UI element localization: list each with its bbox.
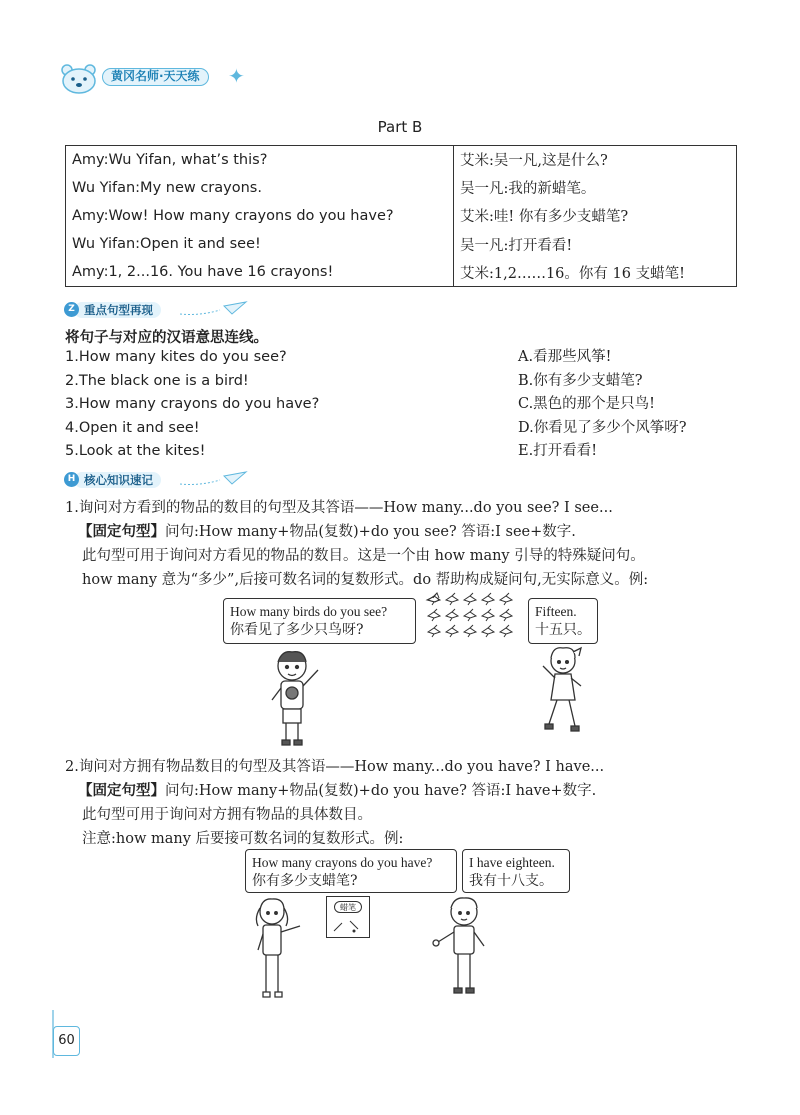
girl-waving-illustration [535, 644, 591, 744]
crayon-box-label: 蜡笔 [334, 901, 362, 913]
match-left-item: 2.The black one is a bird! [65, 372, 249, 389]
dialog-row [66, 146, 737, 174]
bubble-question-en: How many birds do you see? [230, 604, 388, 619]
kp2-line1: 此句型可用于询问对方拥有物品的具体数目。 [82, 807, 372, 823]
match-left-list [65, 346, 319, 464]
boy-gesturing-illustration [430, 894, 494, 996]
page-number: 60 [53, 1026, 80, 1056]
dialog-row [66, 174, 737, 202]
kp2-title: 2.询问对方拥有物品数目的句型及其答语——How many...do you have? I have... [65, 759, 605, 775]
kp2-tag: 【固定句型】 [78, 783, 165, 799]
brand-title: 黄冈名师·天天练 [102, 68, 209, 86]
dialog-cn: 艾米:哇! 你有多少支蜡笔? [460, 209, 629, 226]
match-right-item: D.你看见了多少个风筝呀? [518, 419, 687, 436]
birds-illustration [425, 592, 520, 640]
section-label: 核心知识速记 [74, 472, 161, 488]
dialog-en: Amy:1, 2...16. You have 16 crayons! [66, 258, 454, 286]
match-left-item: 3.How many crayons do you have? [65, 396, 320, 412]
speech-bubble-answer [462, 849, 570, 893]
speech-bubble-question [223, 598, 416, 644]
match-left-item: 1.How many kites do you see? [65, 349, 287, 365]
speech-bubble-question [245, 849, 457, 893]
match-left-item: 5.Look at the kites! [65, 443, 206, 459]
bubble-question-cn: 你看见了多少只鸟呀? [230, 622, 364, 638]
section-badge: Z [64, 302, 79, 317]
instruction: 将句子与对应的汉语意思连线。 [65, 330, 268, 346]
crayon-box-illustration [326, 896, 370, 938]
kp1-pattern: 问句:How many+物品(复数)+do you see? 答语:I see+数字. [165, 524, 576, 540]
bubble-answer-en: I have eighteen. [469, 855, 555, 870]
match-right-item: B.你有多少支蜡笔? [518, 372, 643, 389]
dialog-row [66, 258, 737, 286]
paper-plane-icon [180, 300, 250, 320]
section-tag-core-knowledge [60, 470, 250, 490]
section-tag-key-sentences [60, 300, 250, 320]
match-left-item: 4.Open it and see! [65, 419, 200, 436]
girl-pointing-illustration [252, 894, 308, 1000]
match-right-list [518, 346, 687, 464]
dialog-cn: 艾米:吴一凡,这是什么? [460, 153, 608, 170]
dialog-en: Amy:Wow! How many crayons do you have? [66, 202, 454, 230]
section-label: 重点句型再现 [74, 302, 161, 318]
bubble-question-en: How many crayons do you have? [252, 855, 433, 870]
kp1-pattern-line [78, 520, 576, 541]
boy-pointing-illustration [262, 648, 326, 750]
kp2-pattern: 问句:How many+物品(复数)+do you have? 答语:I have+数字. [165, 783, 597, 799]
dialog-row [66, 202, 737, 230]
bubble-answer-en: Fifteen. [535, 604, 577, 619]
bear-mascot-icon [58, 62, 100, 94]
match-right-item: A.看那些风筝! [518, 349, 612, 365]
speech-bubble-answer [528, 598, 598, 644]
crayon-doodle-icon [330, 915, 366, 935]
dialog-en: Wu Yifan:My new crayons. [66, 174, 454, 202]
page-header [58, 60, 268, 94]
dialog-en: Amy:Wu Yifan, what’s this? [66, 146, 454, 174]
match-right-item: C.黑色的那个是只鸟! [518, 396, 656, 412]
kp1-title: 1.询问对方看到的物品的数目的句型及其答语——How many...do you see? I see... [65, 500, 613, 516]
dialog-cn: 艾米:1,2……16。你有 16 支蜡笔! [460, 265, 685, 282]
kp1-line2: how many 意为“多少”,后接可数名词的复数形式。do 帮助构成疑问句,无实际意义。例: [82, 572, 649, 588]
bubble-question-cn: 你有多少支蜡笔? [252, 873, 358, 889]
kp1-tag: 【固定句型】 [78, 524, 165, 540]
bubble-answer-cn: 我有十八支。 [469, 873, 553, 889]
sparkle-star-icon: ✦ [228, 64, 245, 88]
bubble-answer-cn: 十五只。 [535, 622, 591, 638]
dialog-en: Wu Yifan:Open it and see! [66, 230, 454, 258]
match-right-item: E.打开看看! [518, 443, 598, 459]
dialog-cn: 吴一凡:我的新蜡笔。 [460, 181, 596, 198]
part-title: Part B [377, 118, 423, 136]
dialog-table [65, 145, 737, 287]
dialog-cn: 吴一凡:打开看看! [460, 237, 573, 254]
dialog-row [66, 230, 737, 258]
kp2-pattern-line [78, 779, 596, 800]
kp1-line1: 此句型可用于询问对方看见的物品的数目。这是一个由 how many 引导的特殊疑问句。 [82, 548, 645, 564]
section-badge: H [64, 472, 79, 487]
kp2-line2: 注意:how many 后要接可数名词的复数形式。例: [82, 831, 404, 847]
paper-plane-icon [180, 470, 250, 490]
